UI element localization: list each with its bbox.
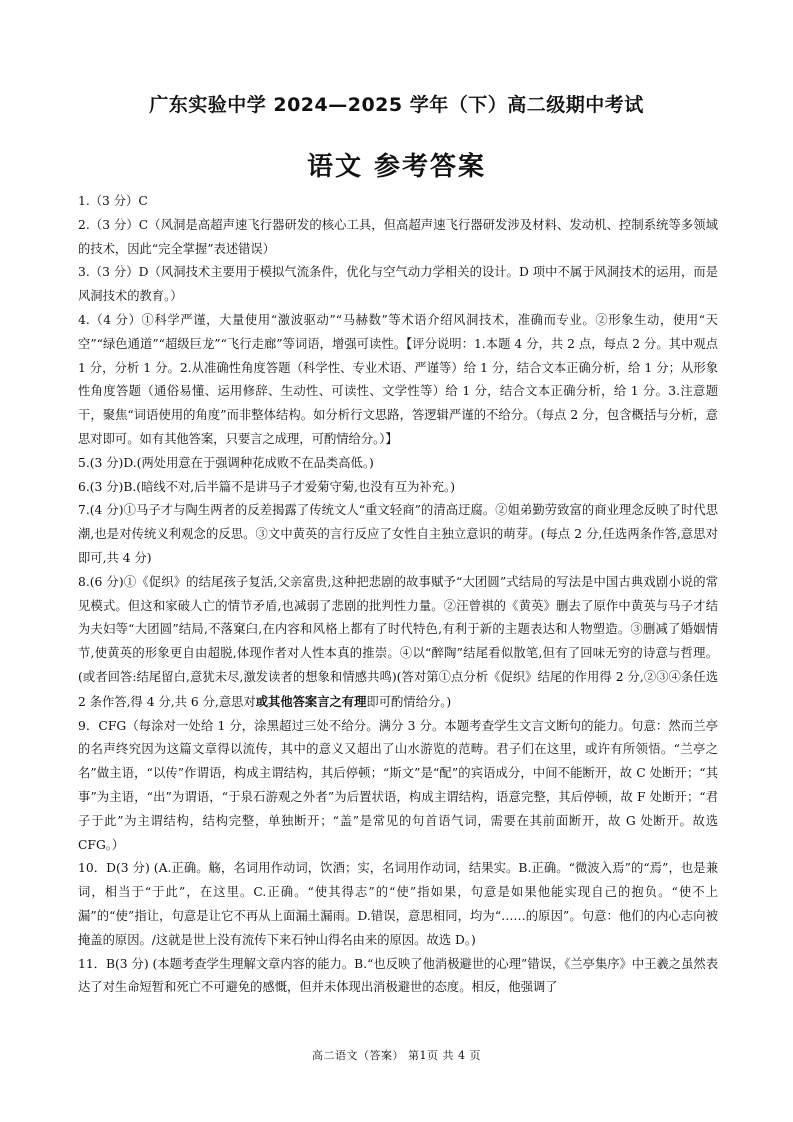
answer-item-11: 11．B(3 分) (本题考查学生理解文章内容的能力。B.“也反映了他消极避世的心理”错误，《兰亭集序》中王羲之虽然表达了对生命短暂和死亡不可避免的感慨，但并未体现出消极避世的态度。相反，他强调了 [78, 956, 718, 995]
answer-item-8 [78, 571, 718, 715]
exam-title: 广东实验中学 2024—2025 学年（下）高二级期中考试 [149, 94, 644, 116]
answer-key-subtitle: 语文 参考答案 [306, 152, 487, 182]
answer-item-8-end: 即可酌情给分。) [366, 694, 452, 709]
answer-item-4: 4.（4 分）①科学严谨，大量使用“激波驱动”“马赫数”等术语介绍风洞技术，准确而专业。②形象生动，使用“天空”“绿色通道”“超级巨龙”“飞行走廊”等词语，增强可读性。【评分说明：1.本题 4 分，共 2 点，每点 2 分。其中观点 1 分，分析 1 分。2.从准确性角度答题（科学性、专业术语、严谨等）给 1 分，结合文本正确分析，给 1 分；从形象性角度答题（通俗易懂、运用修辞、生动性、可读性、文学性等）给 1 分，结合文本正确分析，给 1 分。3.注意题干，聚焦“词语使用的角度”而非整体结构。如分析行文思路，答逻辑严谨的不给分。（每点 2 分，包含概括与分析，意思对即可。如有其他答案，只要言之成理，可酌情给分。）】 [78, 312, 718, 446]
answer-item-7: 7.(4 分)①马子才与陶生两者的反差揭露了传统文人“重文轻商”的清高迂腐。②姐弟勤劳致富的商业理念反映了时代思潮,也是对传统义利观念的反思。③文中黄英的言行反应了女性自主独立意识的萌芽。(每点 2 分,任选两条作答,意思对即可,共 4 分) [78, 503, 718, 565]
answer-item-10: 10．D(3 分) (A.正确。觞，名词用作动词，饮酒；实，名词用作动词，结果实。B.正确。“微波入焉”的“焉”，也是兼词，相当于“于此”，在这里。C.正确。“使其得志”的“使”指如果，句意是如果他能实现自己的抱负。“使不上漏”的“使”指让，句意是让它不再从上面漏土漏雨。D.错误，意思相同，均为“……的原因”。句意：他们的内心志向被掩盖的原因。/这就是世上没有流传下来石钟山得名由来的原因。故选 D。) [78, 861, 718, 947]
answer-item-5: 5.(3 分)D.(两处用意在于强调种花成败不在品类高低。) [78, 455, 374, 470]
answer-item-3: 3.（3 分）D（风洞技术主要用于模拟气流条件，优化与空气动力学相关的设计。D 项中不属于风洞技术的运用，而是风洞技术的教育。） [78, 265, 718, 304]
page-footer: 高二语文（答案） 第1页 共 4 页 [312, 1049, 481, 1062]
answer-item-9: 9．CFG（每涂对一处给 1 分，涂黑超过三处不给分。满分 3 分。本题考查学生文言文断句的能力。句意：然而兰亭的名声终究因为这篇文章得以流传，其中的意义又超出了山水游览的范畴。君子们在这里，或许有所领悟。“兰亭之名”做主语，“以传”作谓语，构成主谓结构，其后停顿；“斯文”是“配”的宾语成分，中间不能断开，故 C 处断开；“其事”为主语，“出”为谓语，“于泉石游观之外者”为后置状语，构成主谓结构，语意完整，其后停顿，故 F 处断开；“君子于此”为主谓结构，结构完整，单独断开；“盖”是常见的句首语气词，需要在其前面断开，故 G 处断开。故选 CFG。） [78, 718, 718, 852]
answer-item-2: 2.（3 分）C（风洞是高超声速飞行器研发的核心工具，但高超声速飞行器研发涉及材料、发动机、控制系统等多领域的技术，因此“完全掌握”表述错误） [78, 217, 718, 256]
answer-item-8-bold: 或其他答案言之有理 [255, 693, 367, 709]
answer-item-8-text: 8.(6 分)①《促织》的结尾孩子复活,父亲富贵,这种把悲剧的故事赋予“大团圆”式结局的写法是中国古典戏剧小说的常见模式。但这和家破人亡的情节矛盾,也减弱了悲剧的批判性力量。②汪曾祺的《黄英》删去了原作中黄英与马子才结为夫妇等“大团圆”结局,不落窠臼,在内容和风格上都有了时代特色,有利于新的主题表达和人物塑造。③删减了婚姻情节,使黄英的形象更自由超脱,体现作者对人性本真的推崇。④以“醉陶”结尾看似散笔,但有了回味无穷的诗意与哲理。(或者回答:结尾留白,意犹未尽,激发读者的想象和情感共鸣)(答对第①点分析《促织》结尾的作用得 2 分,②③④条任选 2 条作答,得 4 分,共 6 分,意思对 [78, 574, 718, 709]
answer-item-1: 1.（3 分）C [78, 194, 148, 208]
answer-item-6: 6.(3 分)B.(暗线不对,后半篇不是讲马子才爱菊守菊,也没有互为补充。) [78, 479, 455, 494]
answer-list [78, 190, 718, 1000]
